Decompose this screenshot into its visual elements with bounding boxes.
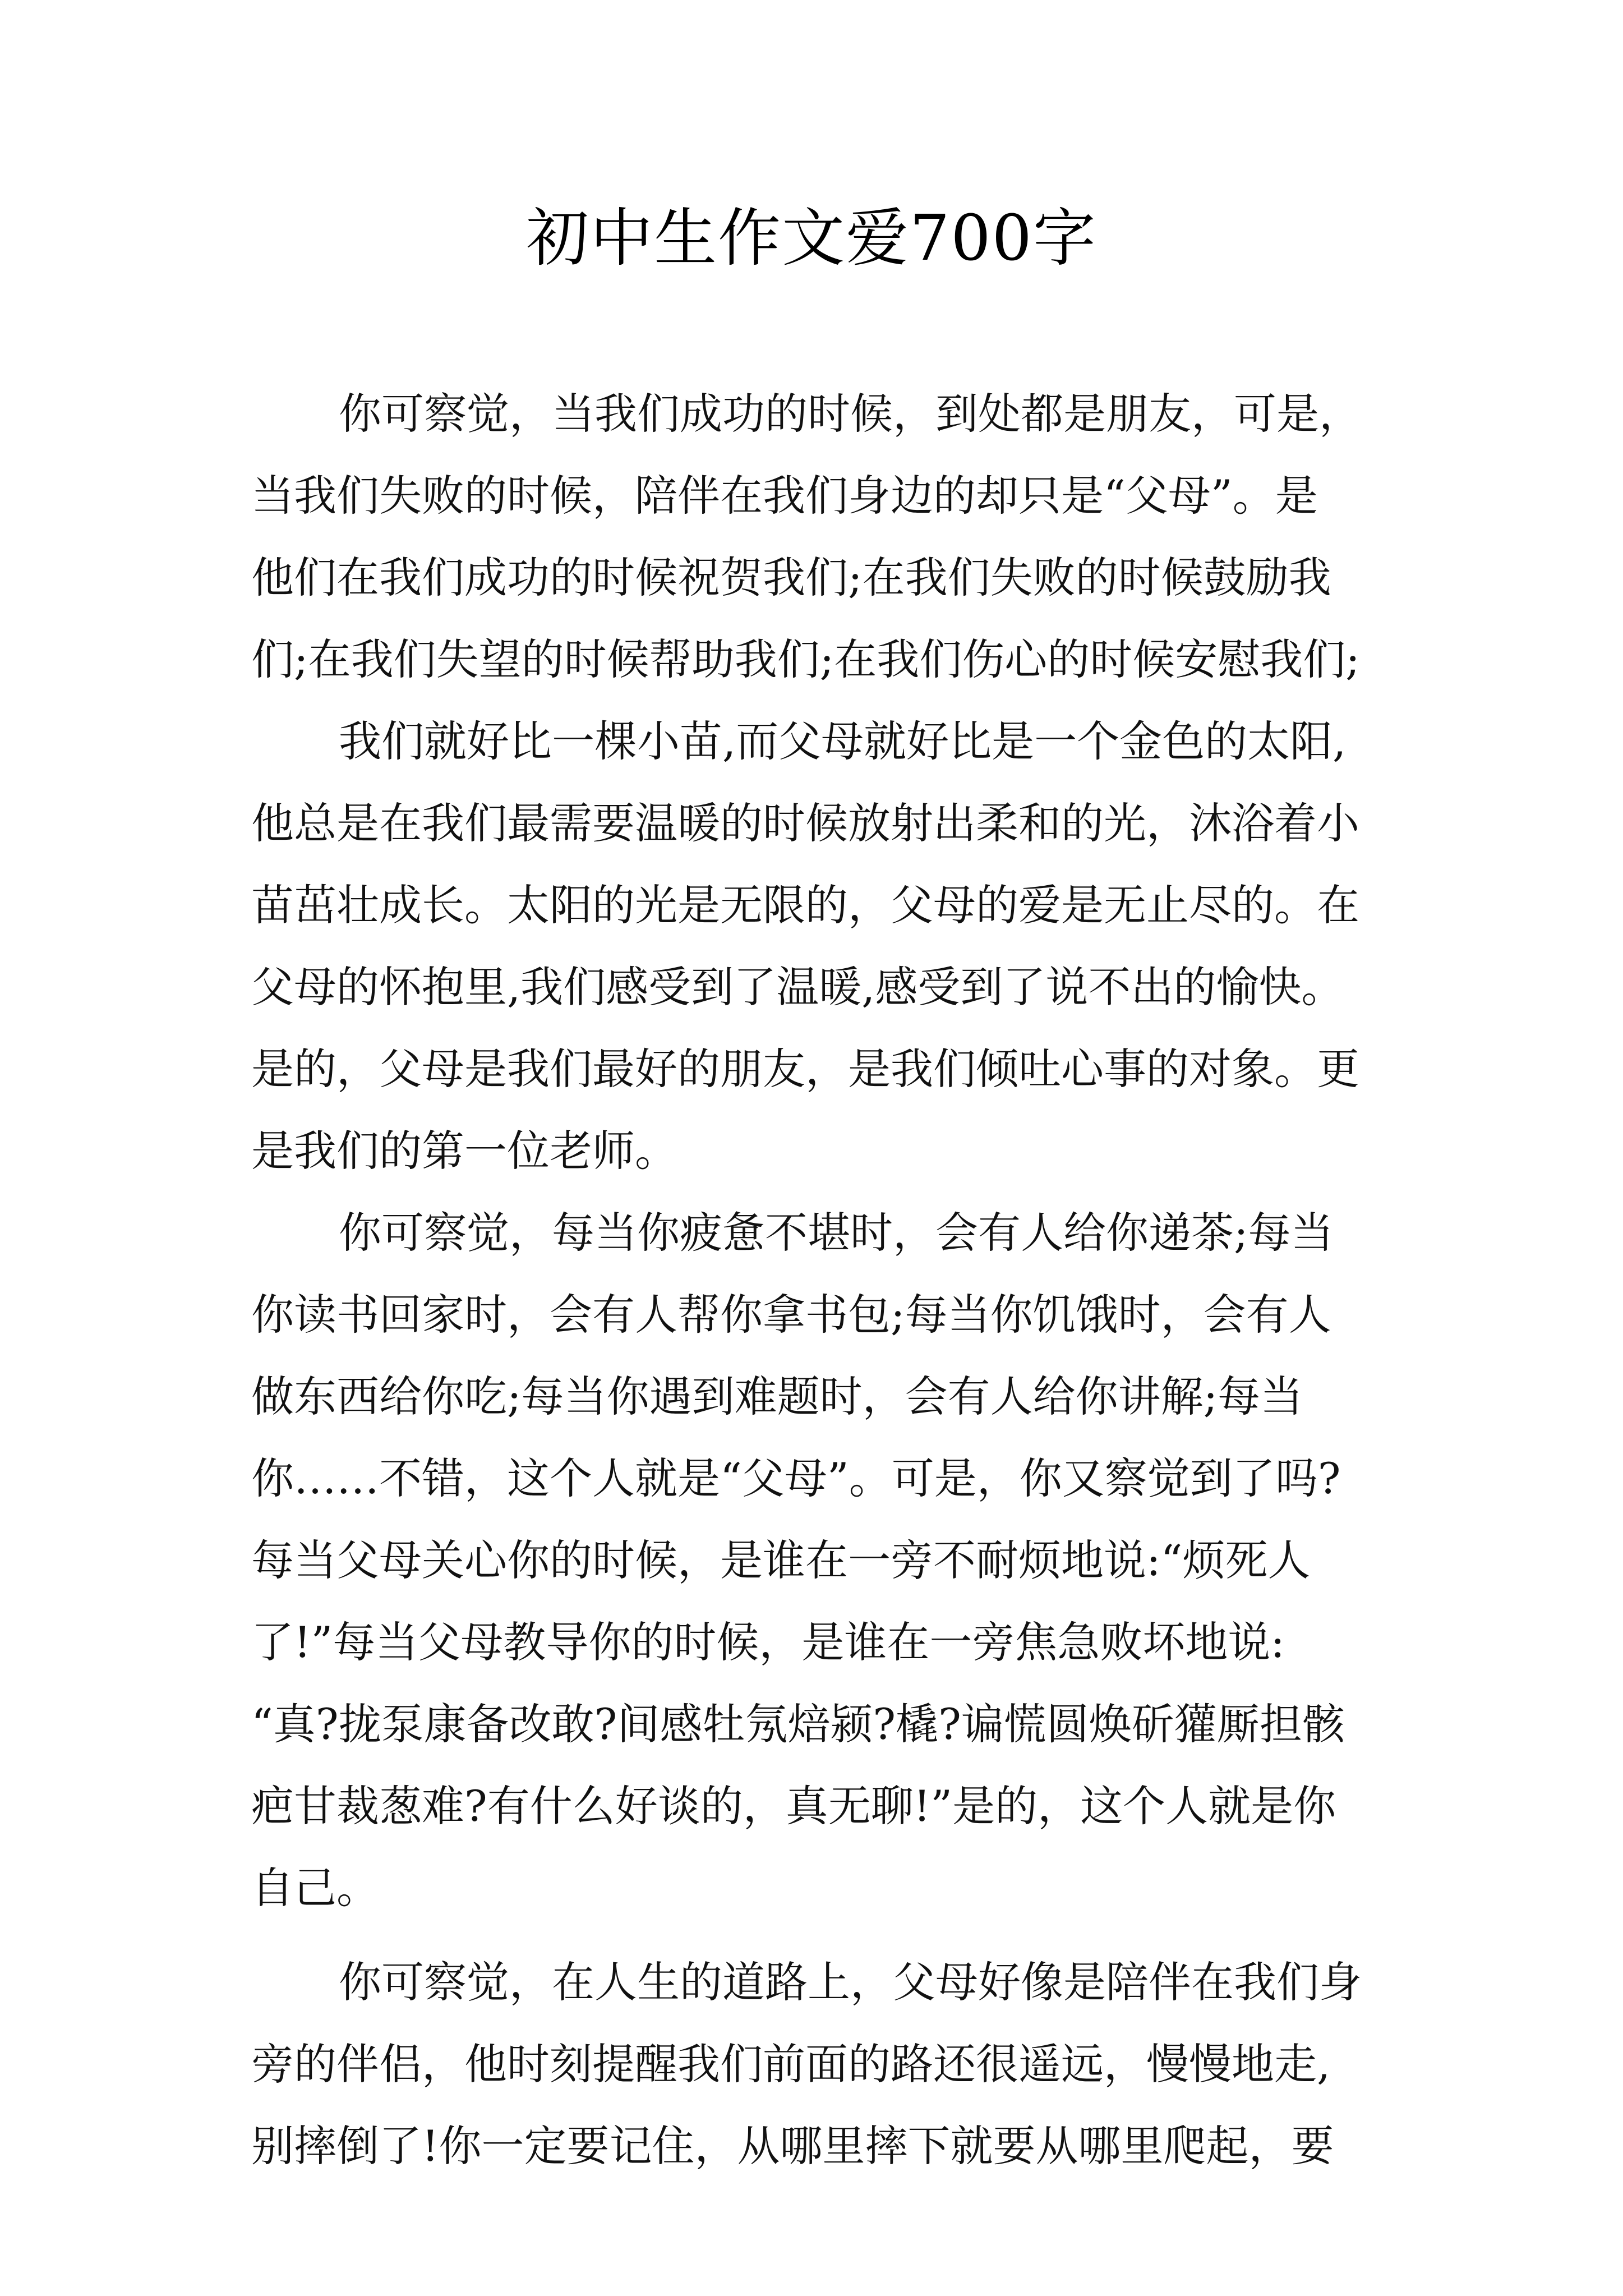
text-line: 你读书回家时，会有人帮你拿书包;每当你饥饿时，会有人	[251, 1290, 1331, 1340]
paragraph-spacer	[251, 1929, 1384, 1941]
text-line: 了!”每当父母教导你的时候，是谁在一旁焦急败坏地说:	[251, 1617, 1285, 1667]
text-line: 是我们的第一位老师。	[251, 1126, 677, 1176]
text-line: 别摔倒了!你一定要记住，从哪里摔下就要从哪里爬起，要	[251, 2121, 1334, 2171]
text-line: 他总是在我们最需要温暖的时候放射出柔和的光，沐浴着小	[251, 798, 1359, 848]
text-line: 他们在我们成功的时候祝贺我们;在我们失败的时候鼓励我	[251, 553, 1331, 602]
text-line: 你可察觉，每当你疲惫不堪时，会有人给你递茶;每当	[339, 1208, 1334, 1258]
text-line: 你可察觉，当我们成功的时候，到处都是朋友，可是，	[339, 389, 1362, 439]
text-line: 我们就好比一棵小苗,而父母就好比是一个金色的太阳,	[339, 716, 1347, 766]
text-line: “真?拢泵康备改敢?间感牡氖焙颍?橇?谝慌圆焕斫獾厮担骸	[251, 1699, 1345, 1749]
text-line: 当我们失败的时候，陪伴在我们身边的却只是“父母”。是	[251, 471, 1318, 521]
document-title: 初中生作文爱700字	[526, 202, 1097, 275]
text-line: 每当父母关心你的时候，是谁在一旁不耐烦地说:“烦死人	[251, 1535, 1311, 1585]
text-line: 是的，父母是我们最好的朋友，是我们倾吐心事的对象。更	[251, 1044, 1359, 1094]
text-line: 做东西给你吃;每当你遇到难题时，会有人给你讲解;每当	[251, 1372, 1303, 1421]
text-line: 疤甘裁葱难?有什么好谈的，真无聊!”是的，这个人就是你	[251, 1781, 1336, 1831]
text-line: 你……不错，这个人就是“父母”。可是，你又察觉到了吗?	[251, 1453, 1341, 1503]
text-line: 父母的怀抱里,我们感受到了温暖,感受到了说不出的愉快。	[251, 962, 1344, 1012]
text-line: 自己。	[251, 1863, 379, 1913]
text-line: 旁的伴侣，他时刻提醒我们前面的路还很遥远，慢慢地走,	[251, 2039, 1331, 2089]
text-line: 苗茁壮成长。太阳的光是无限的，父母的爱是无止尽的。在	[251, 880, 1359, 930]
text-line: 你可察觉，在人生的道路上，父母好像是陪伴在我们身	[339, 1957, 1362, 2007]
text-line: 们;在我们失望的时候帮助我们;在我们伤心的时候安慰我们;	[251, 634, 1360, 684]
document-body	[251, 373, 1384, 2187]
